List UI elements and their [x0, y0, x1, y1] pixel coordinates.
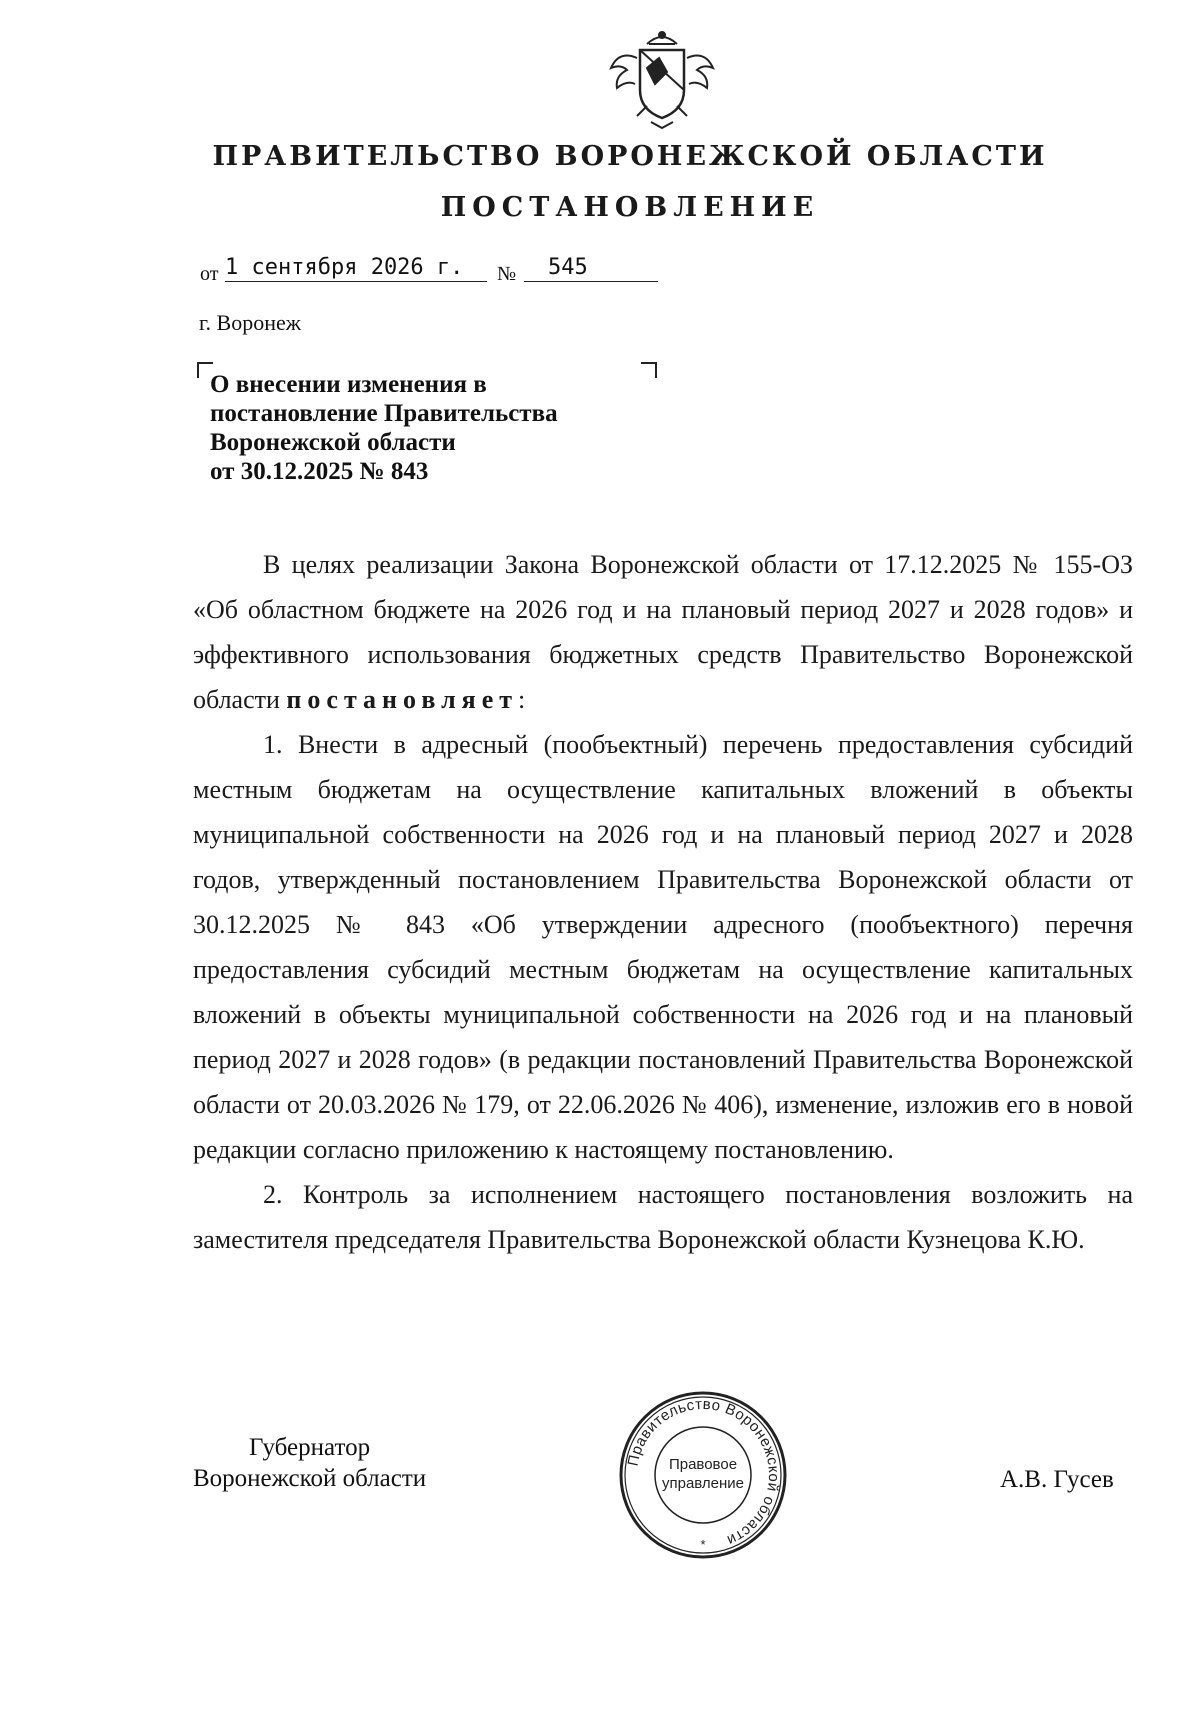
intro-colon: :	[518, 685, 526, 714]
signatory-name: А.В. Гусев	[1000, 1466, 1114, 1493]
subject-line: от 30.12.2025 № 843	[210, 458, 429, 485]
item-1-paragraph: 1. Внести в адресный (пообъектный) перечень предоставления субсидий местным бюджетам на осуществление капитальных вложений в объекты муниципальной собственности на 2026 год и на плановый период 2027 и 2028 годов, утвержденный постановлением Правительства Воронежской области от 30.12.2025 № 843 «Об утверждении адресного (пообъектного) перечня предоставления субсидий местным бюджетам на осуществление капитальных вложений в объекты муниципальной собственности на 2026 год и на плановый период 2027 и 2028 годов» (в редакции постановлений Правительства Воронежской области от 20.03.2026 № 179, от 22.06.2026 № 406), изменение, изложив его в новой редакции согласно приложению к настоящему постановлению.	[193, 730, 1133, 1164]
organization-title: ПРАВИТЕЛЬСТВО ВОРОНЕЖСКОЙ ОБЛАСТИ	[212, 141, 1048, 172]
intro-paragraph	[193, 542, 1133, 722]
from-label: от	[200, 263, 219, 285]
number-label: №	[497, 263, 517, 285]
subject-corner-right	[641, 362, 657, 378]
legal-department-stamp	[617, 1389, 789, 1561]
stamp-inner-line1: Правовое	[668, 1456, 738, 1473]
document-body	[193, 542, 1133, 1262]
number-field: 545	[524, 255, 658, 282]
stamp-star: *	[700, 1537, 706, 1552]
place-of-issue: г. Воронеж	[199, 310, 301, 335]
signatory-position: Губернатор	[249, 1434, 371, 1461]
stamp-inner-line2: управление	[661, 1475, 745, 1492]
item-2-paragraph: 2. Контроль за исполнением настоящего постановления возложить на заместителя председателя Правительства Воронежской области Кузнецова К.Ю.	[193, 1180, 1133, 1254]
signatory-region: Воронежской области	[193, 1465, 427, 1492]
decree-keyword: постановляет	[286, 685, 519, 714]
document-type-title: ПОСТАНОВЛЕНИЕ	[440, 192, 820, 223]
subject-line: Воронежской области	[210, 429, 456, 456]
signatory-title	[193, 1432, 426, 1494]
subject-line: постановление Правительства	[210, 400, 558, 427]
date-field: 1 сентября 2026 г.	[225, 255, 487, 282]
date-number-line	[200, 252, 660, 288]
subject-heading	[210, 370, 558, 486]
intro-text: В целях реализации Закона Воронежской области от 17.12.2025 № 155-ОЗ «Об областном бюджете на 2026 год и на плановый период 2027 и 2028 годов» и эффективного использования бюджетных средств Правительство Воронежской области	[193, 550, 1133, 714]
stamp-outer-text: Правительство Воронежской области	[624, 1395, 783, 1549]
subject-line: О внесении изменения в	[210, 371, 487, 398]
coat-of-arms-icon	[607, 28, 717, 130]
